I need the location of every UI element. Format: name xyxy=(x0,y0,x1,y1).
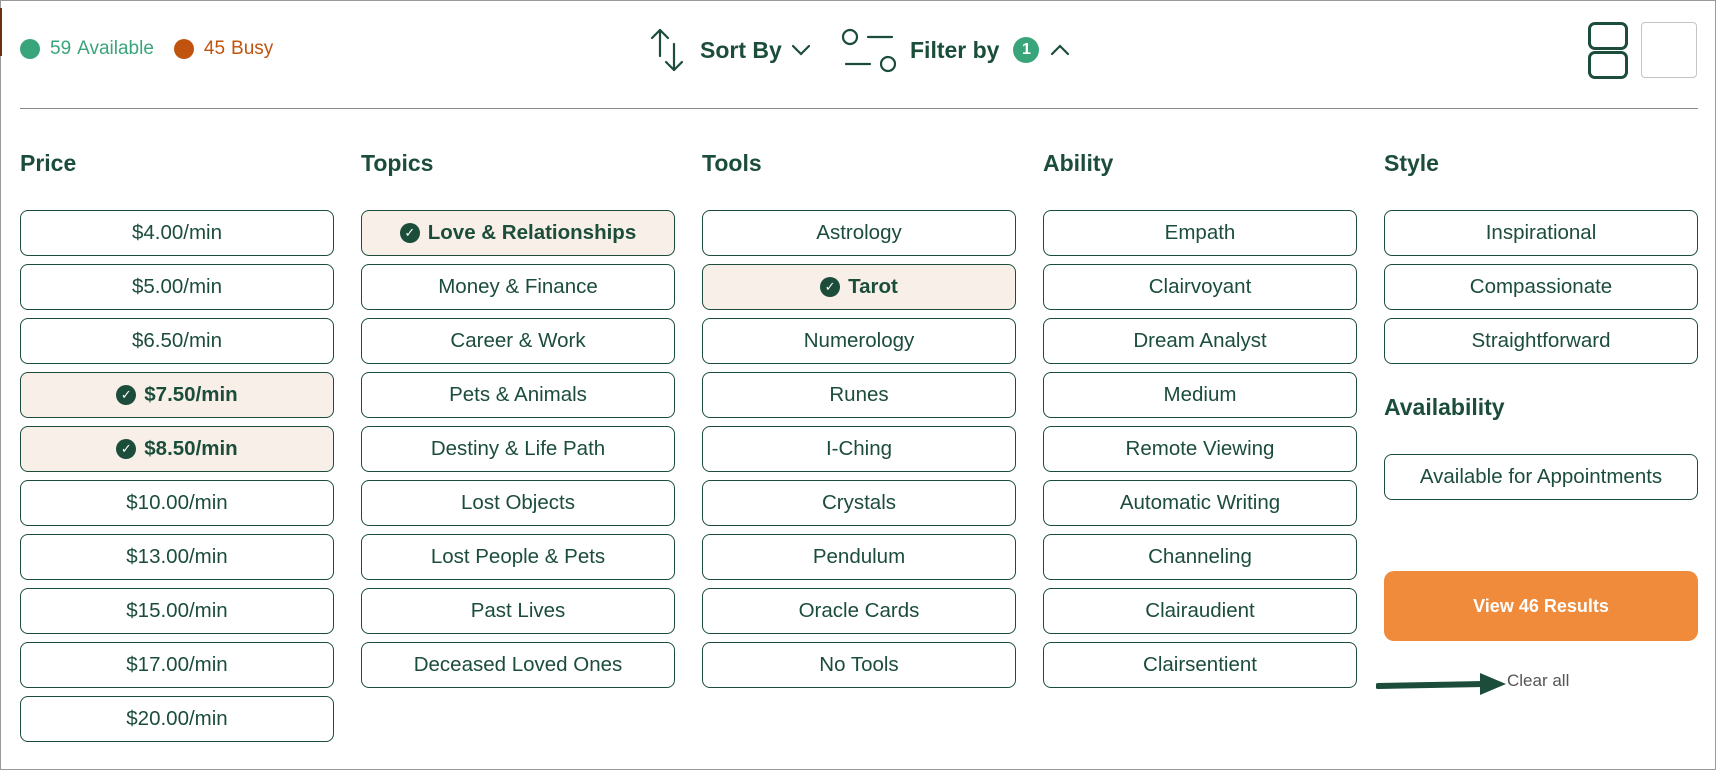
topic-option-label: Past Lives xyxy=(470,599,566,622)
price-option-label: $17.00/min xyxy=(126,653,228,676)
topics-filter-group xyxy=(361,148,675,676)
style-filter-group xyxy=(1384,148,1698,488)
header-divider xyxy=(20,108,1698,109)
price-option[interactable] xyxy=(20,696,334,742)
ability-option[interactable] xyxy=(1043,534,1357,580)
tool-option[interactable] xyxy=(702,264,1016,310)
topic-option[interactable] xyxy=(361,642,675,688)
filter-by-button[interactable] xyxy=(840,26,1071,74)
ability-option-label: Clairaudient xyxy=(1145,599,1255,622)
list-view-icon-bottom xyxy=(1588,51,1628,79)
ability-option-label: Channeling xyxy=(1148,545,1252,568)
price-heading: Price xyxy=(20,150,77,176)
ability-option[interactable] xyxy=(1043,210,1357,256)
price-option[interactable] xyxy=(20,642,334,688)
ability-heading: Ability xyxy=(1043,150,1114,176)
topic-option[interactable] xyxy=(361,372,675,418)
tool-option[interactable] xyxy=(702,534,1016,580)
availability-option-label: Available for Appointments xyxy=(1419,465,1663,488)
ability-option-label: Medium xyxy=(1163,383,1237,406)
topic-option[interactable] xyxy=(361,588,675,634)
style-option-label: Straightforward xyxy=(1471,329,1611,352)
topics-heading: Topics xyxy=(361,150,434,176)
style-heading: Style xyxy=(1384,150,1439,176)
price-option-label: $6.50/min xyxy=(131,329,223,352)
ability-option[interactable] xyxy=(1043,642,1357,688)
list-view-icon-top xyxy=(1588,22,1628,50)
tool-option[interactable] xyxy=(702,426,1016,472)
view-results-button[interactable]: View 46 Results xyxy=(1384,571,1698,641)
check-circle-icon: ✓ xyxy=(400,223,420,243)
price-option[interactable] xyxy=(20,210,334,256)
available-status xyxy=(20,38,154,60)
price-option[interactable] xyxy=(20,372,334,418)
price-option[interactable] xyxy=(20,588,334,634)
style-option-label: Compassionate xyxy=(1469,275,1613,298)
ability-filter-group xyxy=(1043,148,1357,676)
tool-option[interactable] xyxy=(702,318,1016,364)
ability-option[interactable] xyxy=(1043,588,1357,634)
chevron-down-icon xyxy=(790,43,812,57)
price-option[interactable] xyxy=(20,426,334,472)
busy-dot-icon xyxy=(174,39,194,59)
style-option[interactable] xyxy=(1384,210,1698,256)
topic-option[interactable] xyxy=(361,318,675,364)
busy-label: Busy xyxy=(231,38,274,59)
topic-option-label: Lost People & Pets xyxy=(430,545,606,568)
price-option[interactable] xyxy=(20,480,334,526)
tools-filter-group xyxy=(702,148,1016,676)
topic-option-label: Deceased Loved Ones xyxy=(413,653,623,676)
available-label: Available xyxy=(77,38,154,59)
availability-option[interactable] xyxy=(1384,454,1698,500)
tool-option[interactable] xyxy=(702,372,1016,418)
tool-option-label: Runes xyxy=(829,383,889,406)
busy-status xyxy=(174,38,273,60)
price-option[interactable] xyxy=(20,264,334,310)
price-filter-group xyxy=(20,148,334,730)
tool-option-label: No Tools xyxy=(819,653,899,676)
topic-option-label: Destiny & Life Path xyxy=(430,437,606,460)
topic-option[interactable] xyxy=(361,480,675,526)
ability-option-label: Empath xyxy=(1164,221,1236,244)
grid-view-toggle[interactable] xyxy=(1641,22,1697,78)
price-option-label: $13.00/min xyxy=(126,545,228,568)
topic-option-label: Love & Relationships xyxy=(427,221,637,244)
advisor-status xyxy=(20,38,273,60)
tool-option-label: Crystals xyxy=(821,491,897,514)
tool-option[interactable] xyxy=(702,642,1016,688)
clear-all-link[interactable]: Clear all xyxy=(1507,671,1570,690)
price-option-label: $5.00/min xyxy=(131,275,223,298)
filter-count-badge: 1 xyxy=(1013,37,1039,63)
check-circle-icon: ✓ xyxy=(820,277,840,297)
ability-option[interactable] xyxy=(1043,318,1357,364)
price-option-label: $7.50/min xyxy=(144,383,238,406)
available-dot-icon xyxy=(20,39,40,59)
price-option-label: $8.50/min xyxy=(144,437,238,460)
ability-option-label: Remote Viewing xyxy=(1125,437,1275,460)
tool-option-label: I-Ching xyxy=(825,437,893,460)
tool-option-label: Astrology xyxy=(816,221,902,244)
topic-option-label: Money & Finance xyxy=(438,275,598,298)
price-option[interactable] xyxy=(20,318,334,364)
price-option[interactable] xyxy=(20,534,334,580)
topic-option[interactable] xyxy=(361,534,675,580)
style-option[interactable] xyxy=(1384,318,1698,364)
check-circle-icon: ✓ xyxy=(116,439,136,459)
tools-heading: Tools xyxy=(702,150,762,176)
edge-marker xyxy=(0,8,2,56)
ability-option-label: Dream Analyst xyxy=(1133,329,1267,352)
busy-count: 45 xyxy=(203,38,226,59)
sort-by-label: Sort By xyxy=(700,36,782,63)
tool-option[interactable] xyxy=(702,588,1016,634)
tool-option[interactable] xyxy=(702,480,1016,526)
availability-heading: Availability xyxy=(1384,394,1505,420)
topic-option[interactable] xyxy=(361,210,675,256)
price-option-label: $10.00/min xyxy=(126,491,228,514)
ability-option[interactable] xyxy=(1043,426,1357,472)
ability-option[interactable] xyxy=(1043,372,1357,418)
ability-option-label: Automatic Writing xyxy=(1119,491,1281,514)
ability-option-label: Clairvoyant xyxy=(1148,275,1252,298)
tool-option-label: Pendulum xyxy=(812,545,906,568)
chevron-up-icon xyxy=(1049,43,1071,57)
tool-option[interactable] xyxy=(702,210,1016,256)
tool-option-label: Numerology xyxy=(803,329,915,352)
tool-option-label: Oracle Cards xyxy=(798,599,920,622)
ability-option[interactable] xyxy=(1043,480,1357,526)
arrow-right-icon xyxy=(1376,671,1508,695)
price-option-label: $4.00/min xyxy=(131,221,223,244)
topic-option-label: Lost Objects xyxy=(461,491,575,514)
sort-by-button[interactable] xyxy=(648,26,812,74)
topic-option[interactable] xyxy=(361,264,675,310)
price-option-label: $20.00/min xyxy=(126,707,228,730)
list-view-toggle[interactable] xyxy=(1588,22,1628,78)
filter-by-label: Filter by xyxy=(910,36,1000,63)
topic-option-label: Pets & Animals xyxy=(449,383,587,406)
price-option-label: $15.00/min xyxy=(126,599,228,622)
style-option[interactable] xyxy=(1384,264,1698,310)
filter-sliders-icon xyxy=(840,26,898,74)
sort-arrows-icon xyxy=(648,26,688,74)
ability-option-label: Clairsentient xyxy=(1143,653,1257,676)
ability-option[interactable] xyxy=(1043,264,1357,310)
style-option-label: Inspirational xyxy=(1485,221,1597,244)
topic-option-label: Career & Work xyxy=(450,329,586,352)
tool-option-label: Tarot xyxy=(848,275,898,298)
check-circle-icon: ✓ xyxy=(116,385,136,405)
topic-option[interactable] xyxy=(361,426,675,472)
available-count: 59 xyxy=(50,38,72,59)
